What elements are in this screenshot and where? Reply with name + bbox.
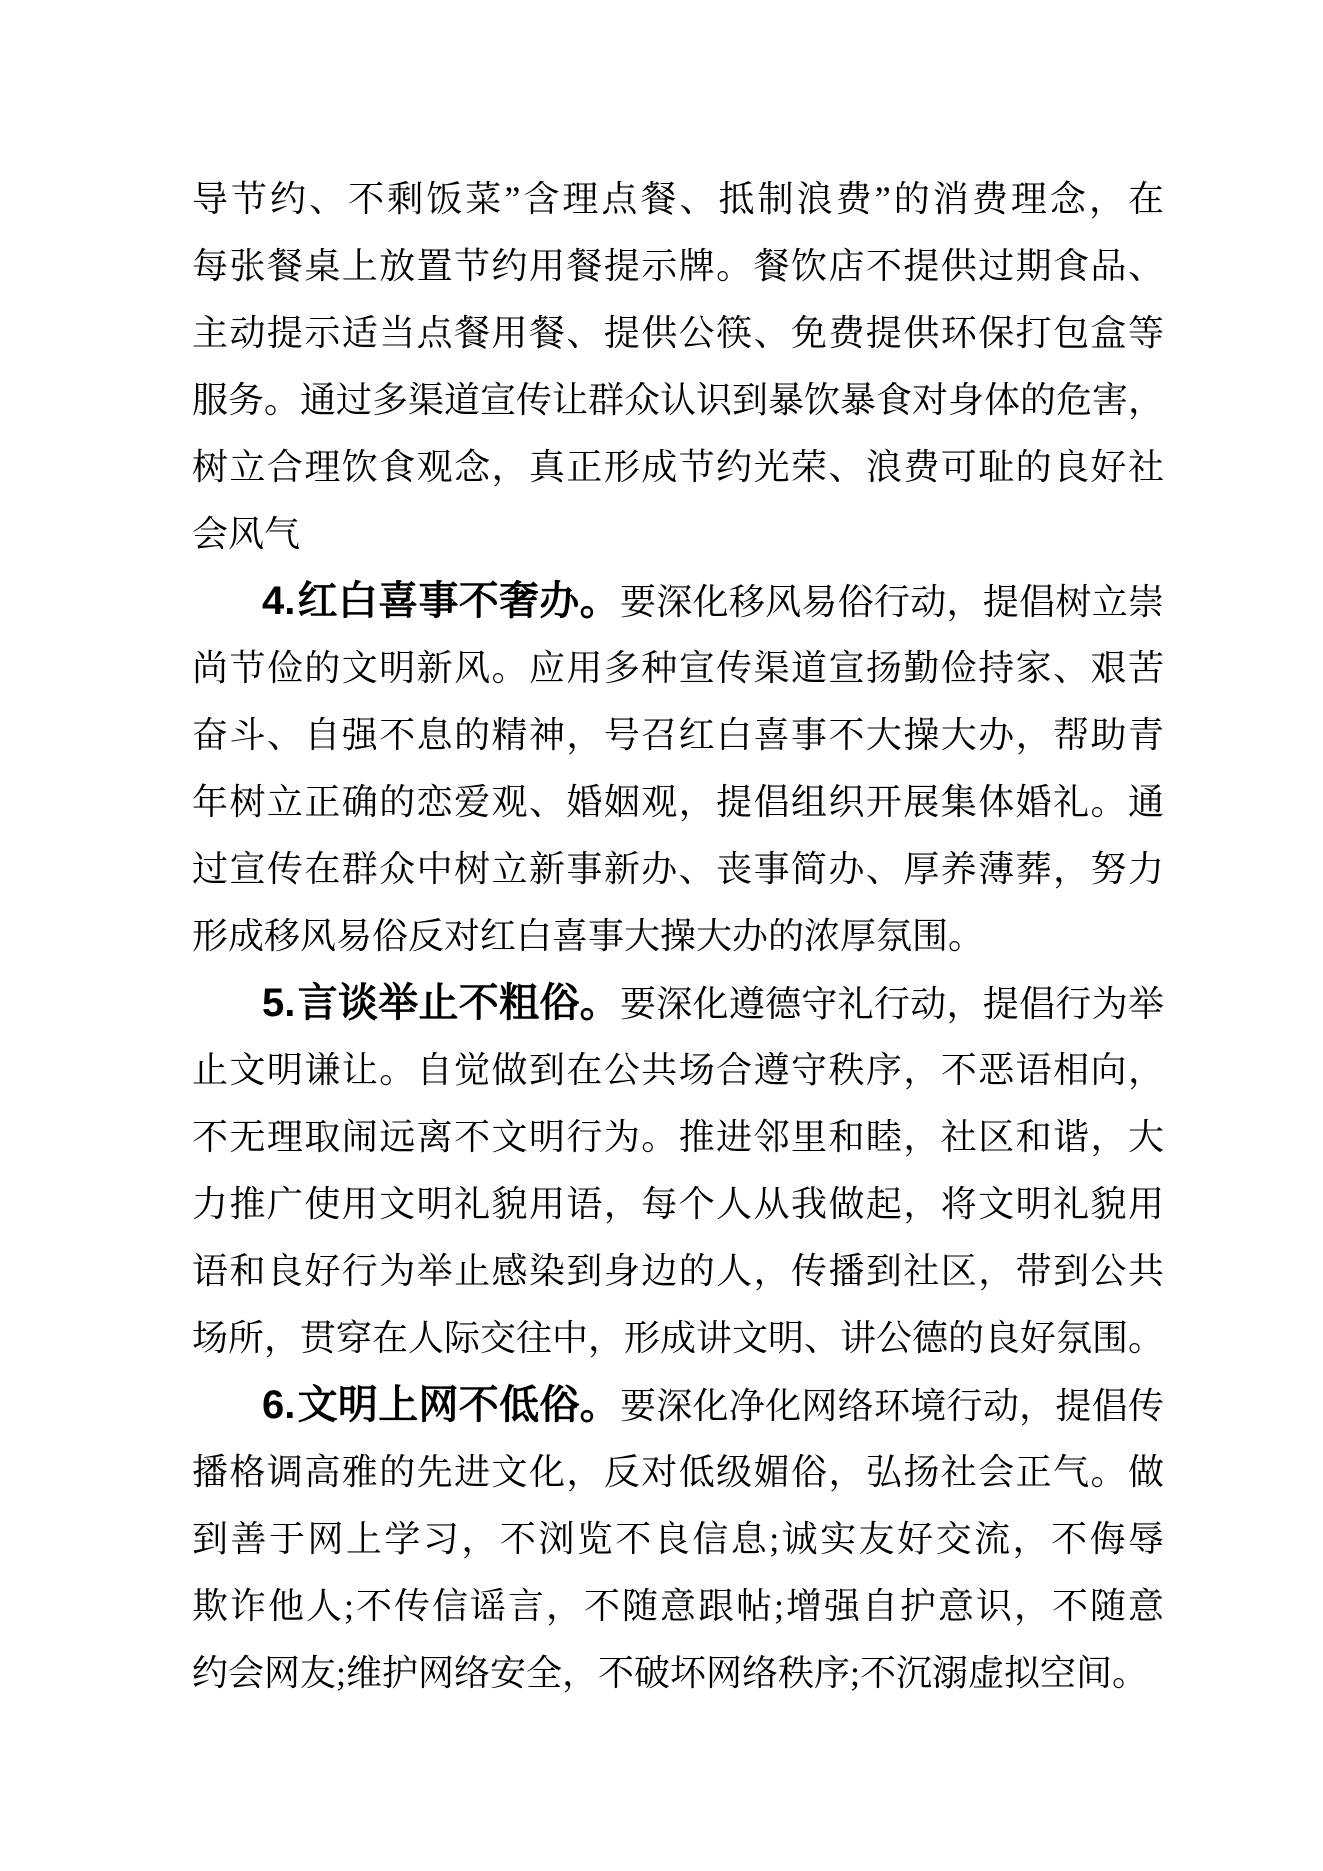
text-line: 播格调高雅的先进文化，反对低级媚俗，弘扬社会正气。做 [192, 1452, 1164, 1492]
text-line: 年树立正确的恋爱观、婚姻观，提倡组织开展集体婚礼。通 [192, 782, 1164, 822]
text-line: 语和良好行为举止感染到身边的人，传播到社区，带到公共 [192, 1251, 1164, 1291]
text-line: 场所，贯穿在人际交往中，形成讲文明、讲公德的良好氛围。 [192, 1318, 1165, 1358]
text-line [192, 568, 1164, 635]
text-line: 树立合理饮食观念，真正形成节约光荣、浪费可耻的良好社 [192, 447, 1164, 487]
text-line: 过宣传在群众中树立新事新办、丧事简办、厚养薄葬，努力 [192, 849, 1164, 889]
paragraph-number: 4. [262, 579, 296, 623]
text-line: 导节约、不剩饭菜”含理点餐、抵制浪费”的消费理念，在 [192, 179, 1164, 219]
paragraph-heading: 红白喜事不奢办。 [297, 579, 620, 623]
text-line: 尚节俭的文明新风。应用多种宣传渠道宣扬勤俭持家、艰苦 [192, 648, 1164, 688]
text-line: 止文明谦让。自觉做到在公共场合遵守秩序，不恶语相向， [192, 1050, 1164, 1090]
paragraph-text: 要深化净化网络环境行动，提倡传 [619, 1386, 1164, 1426]
paragraph-number: 5. [262, 981, 296, 1025]
text-line: 到善于网上学习，不浏览不良信息;诚实友好交流，不侮辱 [192, 1519, 1164, 1559]
paragraph-text: 要深化移风易俗行动，提倡树立崇 [619, 582, 1164, 622]
text-line: 形成移风易俗反对红白喜事大操大办的浓厚氛围。 [192, 916, 985, 956]
paragraph-number: 6. [262, 1383, 296, 1427]
text-line: 约会网友;维护网络安全，不破坏网络秩序;不沉溺虚拟空间。 [192, 1653, 1149, 1693]
paragraph-heading: 文明上网不低俗。 [297, 1383, 620, 1427]
text-line [192, 1372, 1164, 1439]
paragraph-text: 要深化遵德守礼行动，提倡行为举 [619, 984, 1164, 1024]
text-line: 主动提示适当点餐用餐、提供公筷、免费提供环保打包盒等 [192, 313, 1164, 353]
text-line: 力推广使用文明礼貌用语，每个人从我做起，将文明礼貌用 [192, 1184, 1164, 1224]
text-line: 会风气 [192, 514, 301, 554]
text-line: 每张餐桌上放置节约用餐提示牌。餐饮店不提供过期食品、 [192, 246, 1164, 286]
text-line: 奋斗、自强不息的精神，号召红白喜事不大操大办，帮助青 [192, 715, 1164, 755]
paragraph-heading: 言谈举止不粗俗。 [297, 981, 620, 1025]
text-line [192, 970, 1164, 1037]
document-text-block [192, 166, 1164, 1707]
text-line: 不无理取闹远离不文明行为。推进邻里和睦，社区和谐，大 [192, 1117, 1164, 1157]
text-line: 服务。通过多渠道宣传让群众认识到暴饮暴食对身体的危害， [192, 380, 1165, 420]
text-line: 欺诈他人;不传信谣言，不随意跟帖;增强自护意识，不随意 [192, 1586, 1164, 1626]
